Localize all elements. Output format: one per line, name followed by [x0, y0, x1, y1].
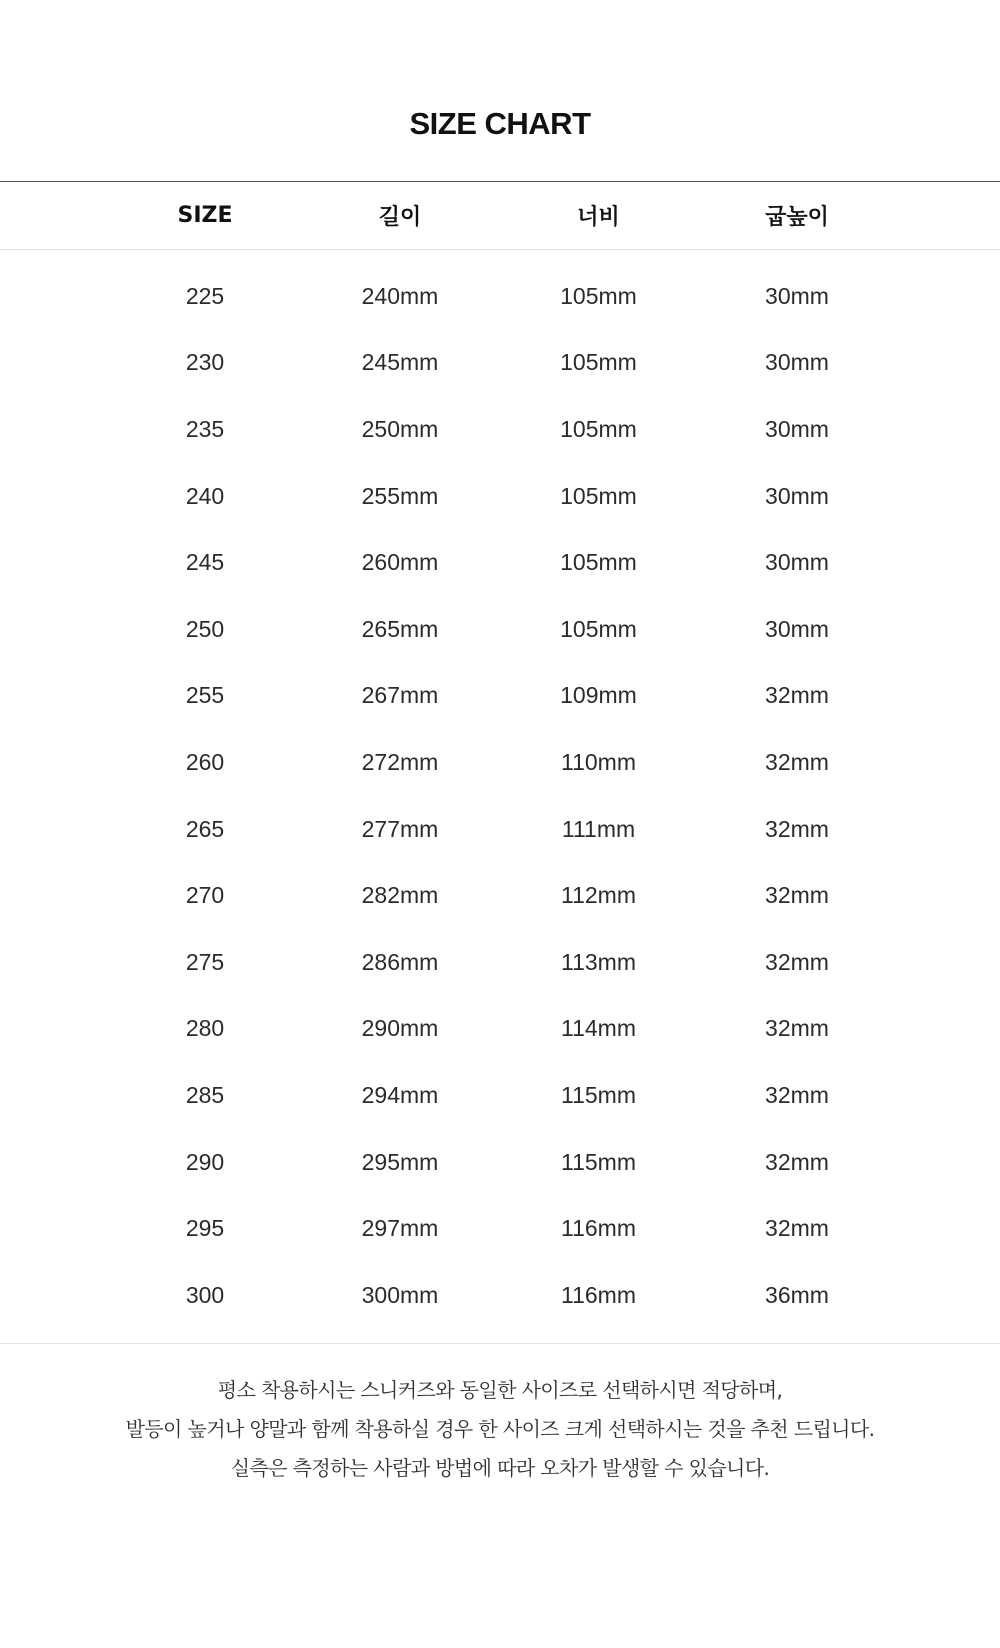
- table-edge-cell: [897, 663, 1000, 730]
- cell-length: 290mm: [361, 1015, 439, 1042]
- cell-width: 115mm: [561, 1081, 636, 1108]
- cell-heel-height: 30mm: [765, 282, 829, 309]
- table-edge-cell: [897, 529, 1000, 596]
- table-row: [0, 396, 1000, 463]
- table-edge-cell: [897, 1262, 1000, 1329]
- cell-size: 250: [185, 615, 225, 642]
- cell-size: 225: [185, 282, 225, 309]
- cell-width: 116mm: [561, 1215, 636, 1242]
- table-row: [0, 729, 1000, 796]
- table-edge-cell: [0, 1195, 110, 1262]
- table-edge-cell: [0, 862, 110, 929]
- table-row: [0, 1062, 1000, 1129]
- header-length: 길이: [300, 182, 500, 250]
- table-header-row: [0, 182, 1000, 250]
- table-row: [0, 463, 1000, 530]
- table-row: [0, 529, 1000, 596]
- cell-heel-height: 36mm: [765, 1281, 829, 1308]
- table-edge-cell: [0, 1062, 110, 1129]
- table-edge-cell: [0, 529, 110, 596]
- table-row: [0, 1129, 1000, 1196]
- cell-width: 112mm: [561, 882, 636, 909]
- cell-width: 105mm: [560, 349, 637, 376]
- cell-heel-height: 32mm: [765, 1081, 829, 1108]
- cell-size: 245: [185, 549, 225, 576]
- table-edge-cell: [0, 663, 110, 730]
- table-edge-cell: [0, 596, 110, 663]
- cell-heel-height: 30mm: [765, 349, 829, 376]
- table-edge-cell: [897, 1129, 1000, 1196]
- cell-heel-height: 30mm: [765, 482, 829, 509]
- table-spacer: [0, 250, 1000, 264]
- cell-width: 116mm: [561, 1281, 636, 1308]
- cell-size: 270: [185, 882, 225, 909]
- cell-heel-height: 32mm: [765, 682, 829, 709]
- cell-size: 290: [185, 1148, 225, 1175]
- cell-length: 294mm: [361, 1081, 439, 1108]
- table-edge-cell: [0, 996, 110, 1063]
- cell-width: 105mm: [560, 549, 637, 576]
- cell-width: 105mm: [560, 415, 637, 442]
- page-title: SIZE CHART: [409, 106, 591, 141]
- cell-length: 250mm: [361, 415, 439, 442]
- table-edge-cell: [0, 729, 110, 796]
- table-row: [0, 330, 1000, 397]
- cell-size: 255: [185, 682, 225, 709]
- table-row: [0, 862, 1000, 929]
- cell-heel-height: 32mm: [765, 1148, 829, 1175]
- size-notes: [0, 1371, 1000, 1488]
- cell-heel-height: 30mm: [765, 549, 829, 576]
- table-edge-cell: [897, 862, 1000, 929]
- cell-size: 295: [185, 1215, 225, 1242]
- table-spacer-cell: [0, 250, 1000, 264]
- table-row: [0, 596, 1000, 663]
- cell-length: 260mm: [361, 549, 439, 576]
- table-edge-cell: [0, 182, 110, 250]
- table-edge-cell: [0, 929, 110, 996]
- table-edge-cell: [897, 463, 1000, 530]
- cell-heel-height: 32mm: [765, 948, 829, 975]
- table-row: [0, 263, 1000, 330]
- cell-length: 272mm: [361, 748, 439, 775]
- cell-heel-height: 32mm: [765, 882, 829, 909]
- table-edge-cell: [0, 463, 110, 530]
- table-edge-cell: [897, 929, 1000, 996]
- cell-heel-height: 30mm: [765, 415, 829, 442]
- cell-length: 255mm: [361, 482, 439, 509]
- table-edge-cell: [897, 1062, 1000, 1129]
- cell-heel-height: 30mm: [765, 615, 829, 642]
- table-edge-cell: [897, 796, 1000, 863]
- table-edge-cell: [0, 796, 110, 863]
- table-edge-cell: [0, 1129, 110, 1196]
- cell-width: 114mm: [561, 1015, 636, 1042]
- cell-size: 275: [185, 948, 225, 975]
- table-spacer-cell: [0, 1329, 1000, 1344]
- cell-length: 286mm: [361, 948, 439, 975]
- cell-heel-height: 32mm: [765, 748, 829, 775]
- cell-width: 115mm: [561, 1148, 636, 1175]
- table-row: [0, 1195, 1000, 1262]
- cell-heel-height: 32mm: [765, 1215, 829, 1242]
- cell-length: 245mm: [361, 349, 439, 376]
- table-edge-cell: [897, 596, 1000, 663]
- header-size: SIZE: [110, 182, 300, 250]
- note-line: 발등이 높거나 양말과 함께 착용하실 경우 한 사이즈 크게 선택하시는 것을 추천 드립니다.: [125, 1417, 875, 1441]
- table-edge-cell: [897, 396, 1000, 463]
- cell-width: 111mm: [561, 815, 636, 842]
- cell-size: 260: [185, 748, 225, 775]
- cell-size: 240: [185, 482, 225, 509]
- table-row: [0, 996, 1000, 1063]
- cell-length: 267mm: [361, 682, 439, 709]
- table-edge-cell: [0, 396, 110, 463]
- cell-length: 300mm: [361, 1281, 439, 1308]
- cell-length: 282mm: [361, 882, 439, 909]
- table-edge-cell: [897, 729, 1000, 796]
- table-spacer: [0, 1329, 1000, 1344]
- cell-heel-height: 32mm: [765, 1015, 829, 1042]
- cell-length: 240mm: [361, 282, 439, 309]
- cell-size: 280: [185, 1015, 225, 1042]
- cell-length: 295mm: [361, 1148, 439, 1175]
- table-row: [0, 929, 1000, 996]
- cell-length: 297mm: [361, 1215, 439, 1242]
- table-row: [0, 1262, 1000, 1329]
- table-edge-cell: [897, 1195, 1000, 1262]
- cell-size: 300: [185, 1281, 225, 1308]
- cell-width: 110mm: [561, 748, 636, 775]
- cell-heel-height: 32mm: [765, 815, 829, 842]
- table-edge-cell: [0, 263, 110, 330]
- cell-size: 235: [185, 415, 225, 442]
- cell-length: 277mm: [361, 815, 439, 842]
- header-heel-height: 굽높이: [697, 182, 897, 250]
- cell-size: 230: [185, 349, 225, 376]
- cell-width: 105mm: [560, 615, 637, 642]
- cell-length: 265mm: [361, 615, 439, 642]
- table-edge-cell: [0, 1262, 110, 1329]
- cell-size: 285: [185, 1081, 225, 1108]
- table-row: [0, 796, 1000, 863]
- cell-width: 113mm: [561, 948, 636, 975]
- cell-size: 265: [185, 815, 225, 842]
- size-table: [0, 181, 1000, 1344]
- table-edge-cell: [897, 996, 1000, 1063]
- cell-width: 105mm: [560, 282, 637, 309]
- table-edge-cell: [897, 263, 1000, 330]
- table-edge-cell: [0, 330, 110, 397]
- cell-width: 105mm: [560, 482, 637, 509]
- header-width: 너비: [500, 182, 697, 250]
- note-line: 평소 착용하시는 스니커즈와 동일한 사이즈로 선택하시면 적당하며,: [217, 1378, 783, 1402]
- table-row: [0, 663, 1000, 730]
- table-body: [0, 250, 1000, 1344]
- note-line: 실측은 측정하는 사람과 방법에 따라 오차가 발생할 수 있습니다.: [230, 1456, 770, 1480]
- table-edge-cell: [897, 330, 1000, 397]
- table-edge-cell: [897, 182, 1000, 250]
- cell-width: 109mm: [560, 682, 637, 709]
